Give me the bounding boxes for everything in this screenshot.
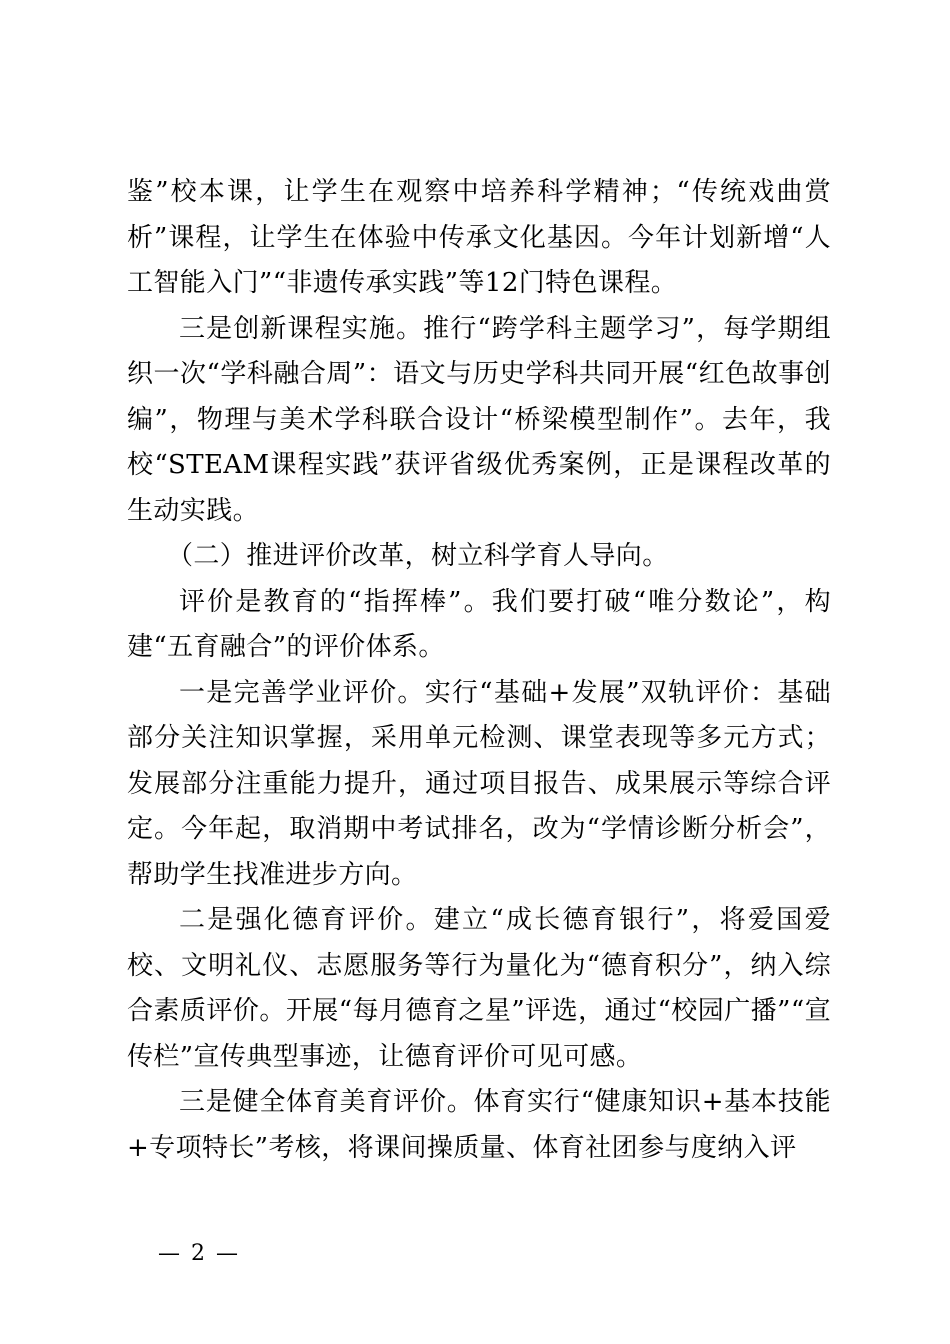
body-text: [127, 170, 831, 1171]
section-heading-evaluation-reform: （二）推进评价改革，树立科学育人导向。: [167, 541, 669, 571]
paragraph-curriculum-implementation: 三是创新课程实施。推行“跨学科主题学习”，每学期组织一次“学科融合周”：语文与历史学科共同开展“红色故事创编”，物理与美术学科联合设计“桥梁模型制作”。去年，我校“STEAM课程实践”获评省级优秀案例，正是课程改革的生动实践。: [127, 313, 831, 526]
paragraph-moral-evaluation: 二是强化德育评价。建立“成长德育银行”，将爱国爱校、文明礼仪、志愿服务等行为量化为“德育积分”，纳入综合素质评价。开展“每月德育之星”评选，通过“校园广播”“宣传栏”宣传典型事迹，让德育评价可见可感。: [127, 905, 831, 1072]
page-number: — 2 —: [158, 1241, 240, 1266]
paragraph-sports-arts-evaluation: 三是健全体育美育评价。体育实行“健康知识+基本技能+专项特长”考核，将课间操质量、体育社团参与度纳入评: [127, 1087, 831, 1163]
paragraph-evaluation-intro: 评价是教育的“指挥棒”。我们要打破“唯分数论”，构建“五育融合”的评价体系。: [127, 586, 831, 662]
paragraph-academic-evaluation: 一是完善学业评价。实行“基础+发展”双轨评价：基础部分关注知识掌握，采用单元检测、课堂表现等多元方式；发展部分注重能力提升，通过项目报告、成果展示等综合评定。今年起，取消期中考试排名，改为“学情诊断分析会”，帮助学生找准进步方向。: [127, 677, 831, 890]
paragraph-continuation: 鉴”校本课，让学生在观察中培养科学精神；“传统戏曲赏析”课程，让学生在体验中传承文化基因。今年计划新增“人工智能入门”“非遗传承实践”等12门特色课程。: [127, 177, 831, 298]
